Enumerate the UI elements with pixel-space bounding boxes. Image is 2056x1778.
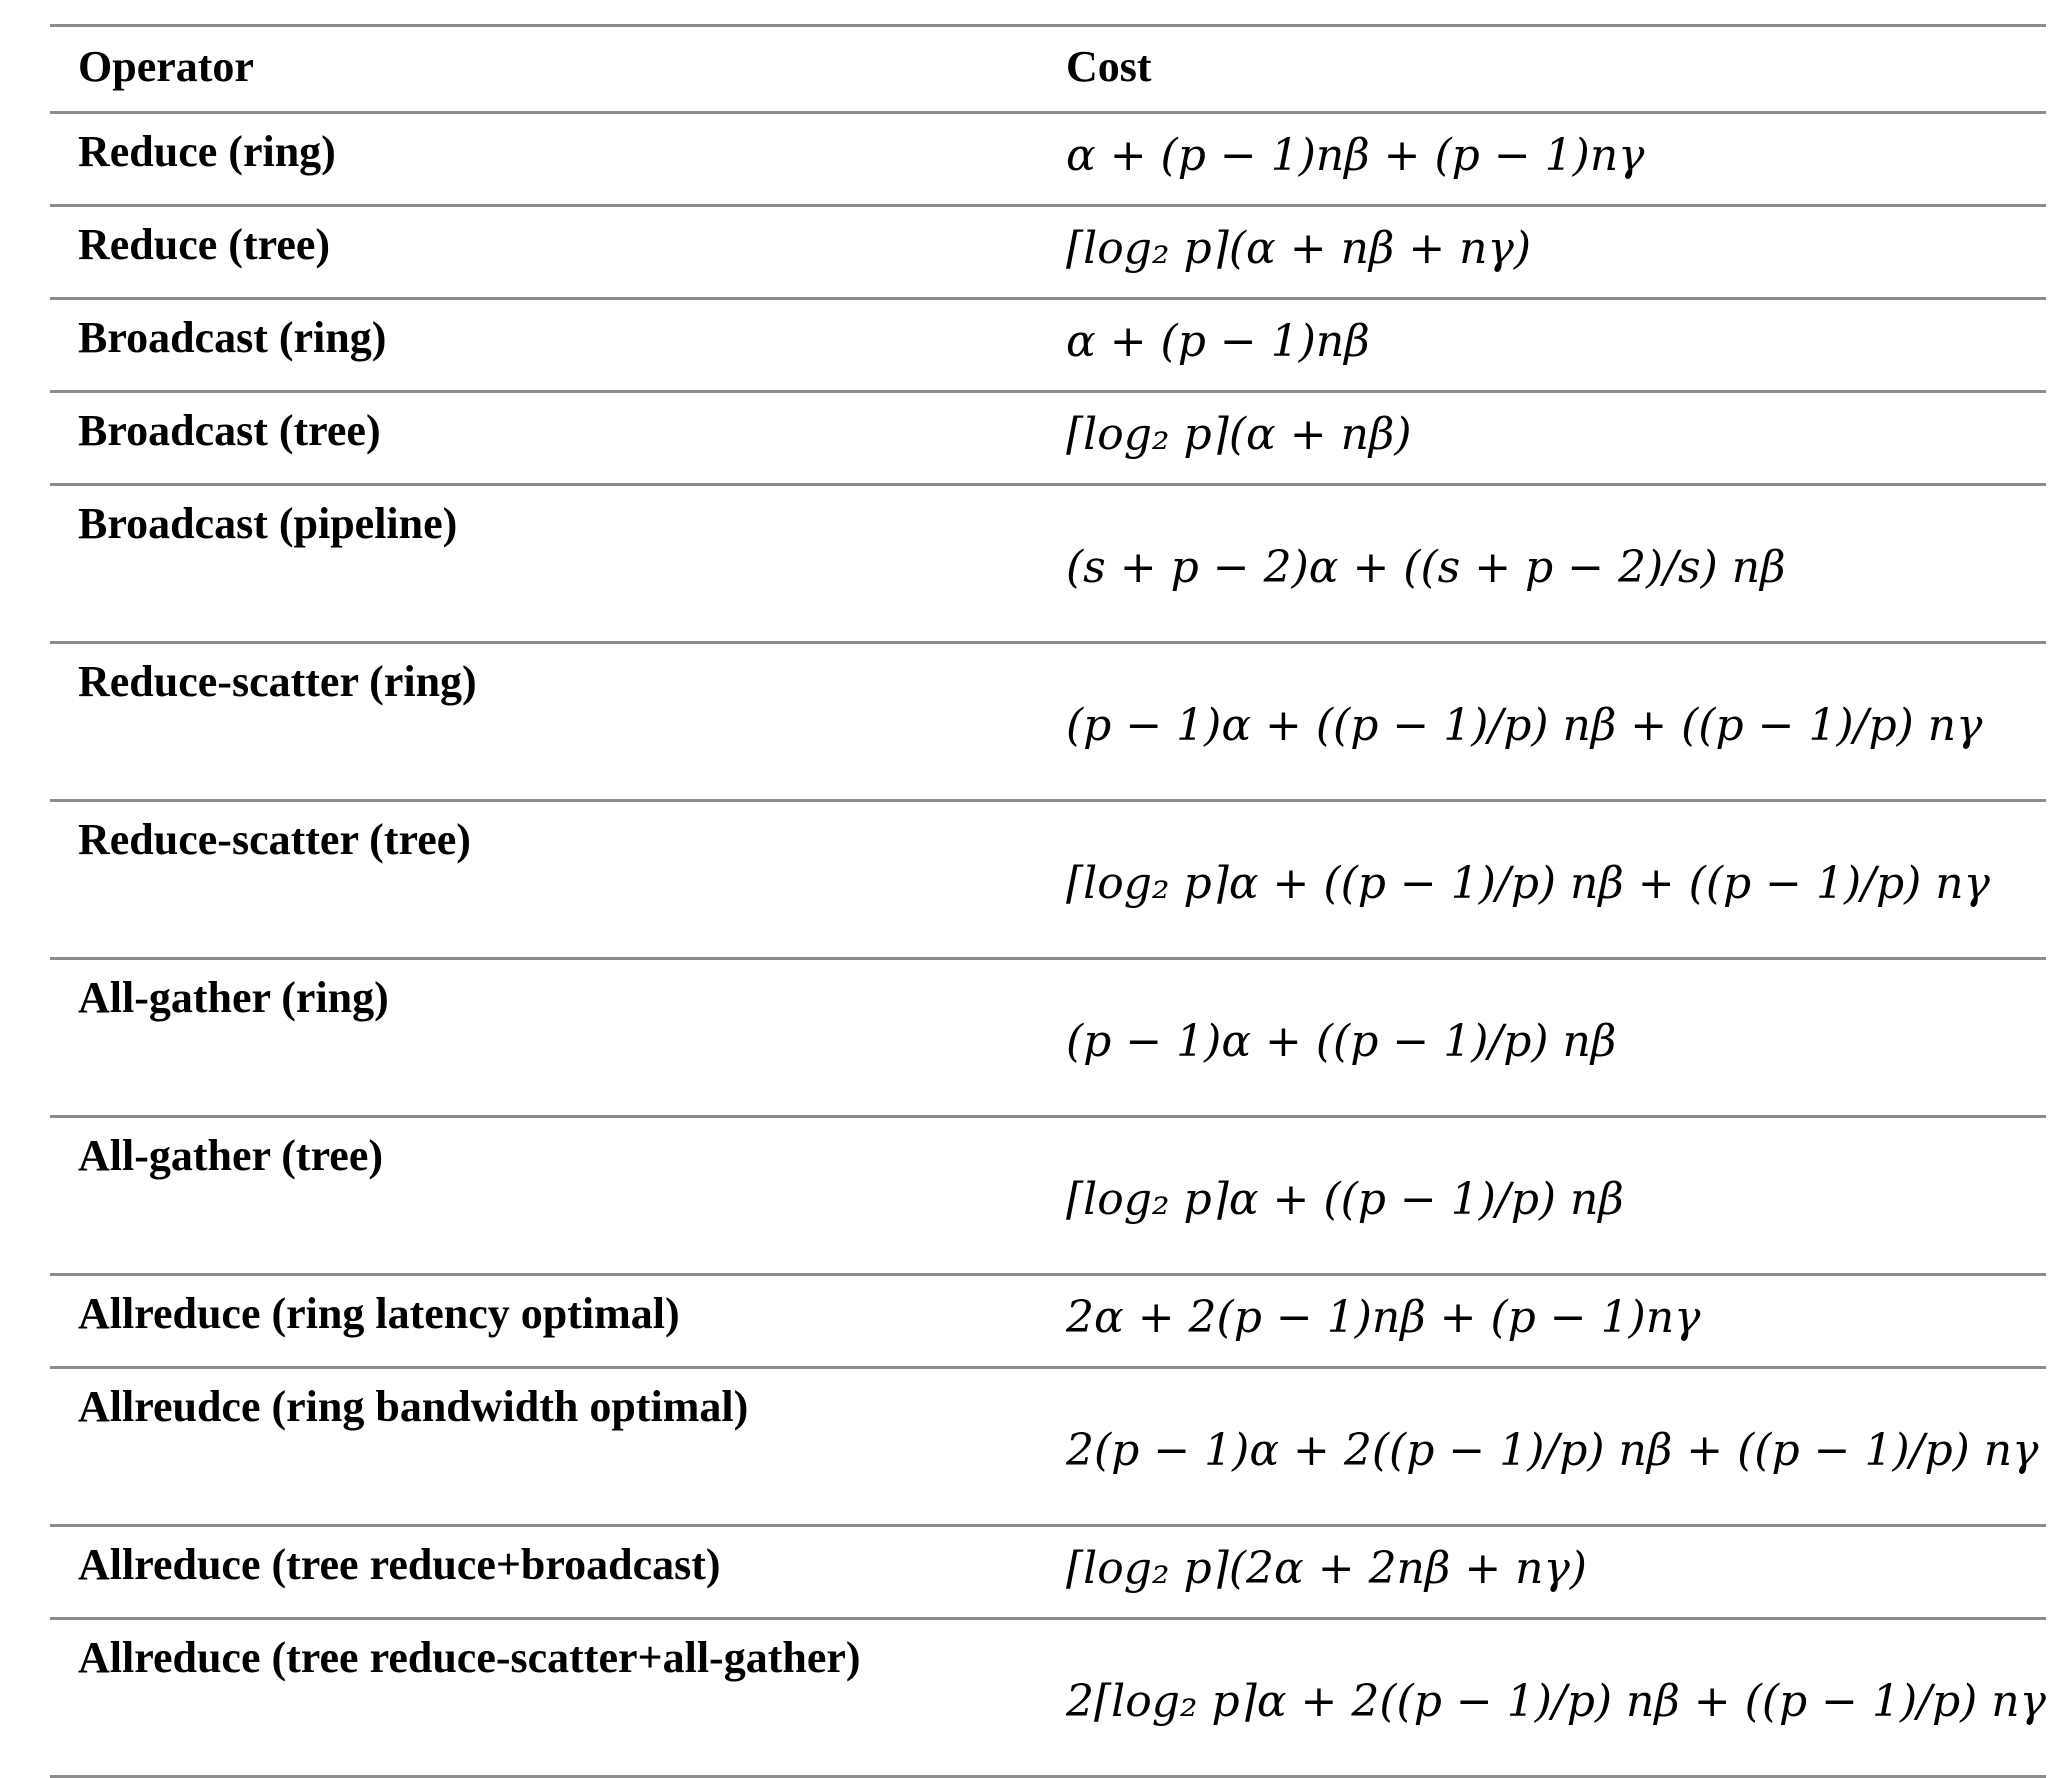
- cost-cell: [1062, 206, 2046, 299]
- cost-formula: ⌈log₂ p⌉α + ((p − 1)/p) nβ: [1066, 1173, 1624, 1225]
- cost-cell: [1062, 392, 2046, 485]
- table-row: [50, 113, 2046, 206]
- operator-cell: Broadcast (tree): [78, 406, 381, 455]
- table-row: [50, 392, 2046, 485]
- table-row: [50, 1117, 2046, 1275]
- operator-cell: All-gather (tree): [78, 1131, 384, 1180]
- cost-formula: ⌈log₂ p⌉(2α + 2nβ + nγ): [1066, 1543, 1587, 1594]
- operator-cell: Reduce-scatter (tree): [78, 815, 471, 864]
- table-row: [50, 1526, 2046, 1619]
- cost-formula: ⌈log₂ p⌉α + ((p − 1)/p) nβ + ((p − 1)/p) nγ: [1066, 857, 1990, 909]
- cost-formula: 2α + 2(p − 1)nβ + (p − 1)nγ: [1066, 1292, 1701, 1343]
- operator-cell: Reduce (tree): [78, 220, 331, 269]
- table-row: [50, 299, 2046, 392]
- table-row: [50, 206, 2046, 299]
- operator-cell: Broadcast (pipeline): [78, 499, 458, 548]
- cost-cell: [1062, 1117, 2046, 1275]
- cost-cell: [1062, 1619, 2046, 1777]
- operator-cell: Allreduce (tree reduce-scatter+all-gather): [78, 1633, 861, 1682]
- header-row: [50, 26, 2046, 113]
- operator-cell: All-gather (ring): [78, 973, 389, 1022]
- cost-cell: [1062, 1275, 2046, 1368]
- cost-formula: ⌈log₂ p⌉(α + nβ): [1066, 409, 1412, 460]
- cost-cell: [1062, 801, 2046, 959]
- cost-formula: 2(p − 1)α + 2((p − 1)/p) nβ + ((p − 1)/p) nγ: [1066, 1424, 2039, 1476]
- table-row: [50, 959, 2046, 1117]
- cost-formula: 2⌈log₂ p⌉α + 2((p − 1)/p) nβ + ((p − 1)/p) nγ: [1066, 1675, 2046, 1727]
- cost-formula: (p − 1)α + ((p − 1)/p) nβ + ((p − 1)/p) nγ: [1066, 699, 1983, 751]
- header-cost: Cost: [1066, 42, 1152, 91]
- operator-cost-table-container: [50, 24, 2046, 1778]
- cost-formula: (p − 1)α + ((p − 1)/p) nβ: [1066, 1015, 1617, 1067]
- cost-cell: [1062, 643, 2046, 801]
- cost-cell: [1062, 113, 2046, 206]
- table-row: [50, 1619, 2046, 1777]
- cost-formula: ⌈log₂ p⌉(α + nβ + nγ): [1066, 223, 1531, 274]
- cost-formula: (s + p − 2)α + ((s + p − 2)/s) nβ: [1066, 541, 1786, 593]
- operator-cell: Reduce-scatter (ring): [78, 657, 477, 706]
- operator-cell: Allreduce (tree reduce+broadcast): [78, 1540, 721, 1589]
- cost-cell: [1062, 299, 2046, 392]
- cost-formula: α + (p − 1)nβ + (p − 1)nγ: [1066, 130, 1645, 181]
- operator-cell: Allreduce (ring latency optimal): [78, 1289, 680, 1338]
- operator-cost-table: [50, 24, 2046, 1778]
- operator-cell: Reduce (ring): [78, 127, 336, 176]
- operator-cell: Broadcast (ring): [78, 313, 387, 362]
- header-operator: Operator: [78, 42, 254, 91]
- cost-cell: [1062, 1526, 2046, 1619]
- operator-cell: Allreudce (ring bandwidth optimal): [78, 1382, 749, 1431]
- cost-cell: [1062, 1368, 2046, 1526]
- table-row: [50, 801, 2046, 959]
- cost-formula: α + (p − 1)nβ: [1066, 316, 1370, 367]
- table-row: [50, 485, 2046, 643]
- table-row: [50, 1368, 2046, 1526]
- cost-cell: [1062, 959, 2046, 1117]
- table-row: [50, 1275, 2046, 1368]
- table-row: [50, 643, 2046, 801]
- cost-cell: [1062, 485, 2046, 643]
